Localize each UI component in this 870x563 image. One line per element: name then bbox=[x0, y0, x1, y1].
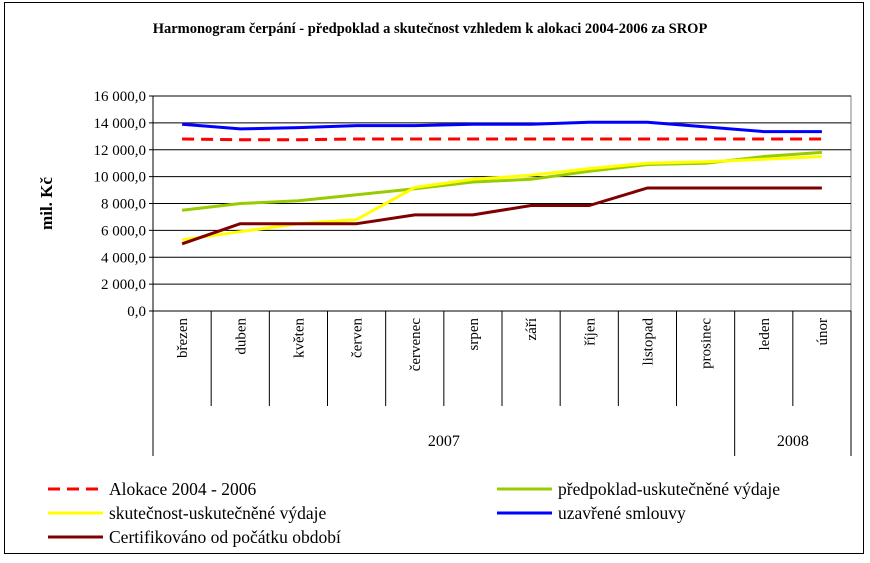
x-category-label: listopad bbox=[640, 318, 657, 366]
x-category-label: leden bbox=[756, 318, 773, 351]
y-tick-label: 12 000,0 bbox=[93, 142, 146, 159]
x-category-label: září bbox=[524, 318, 541, 341]
x-category-label: únor bbox=[814, 318, 831, 346]
y-tick-label: 10 000,0 bbox=[93, 169, 146, 186]
legend-label: Alokace 2004 - 2006 bbox=[109, 479, 257, 499]
x-category-label: červen bbox=[349, 318, 366, 358]
y-tick-label: 4 000,0 bbox=[101, 250, 146, 267]
legend-label: Certifikováno od počátku období bbox=[109, 527, 341, 547]
y-tick-label: 16 000,0 bbox=[93, 89, 146, 105]
y-tick-label: 6 000,0 bbox=[101, 223, 146, 240]
chart-title: Harmonogram čerpání - předpoklad a skutečnost vzhledem k alokaci 2004-2006 za SROP bbox=[152, 21, 708, 37]
y-axis-title: mil. Kč bbox=[37, 177, 56, 230]
x-category-label: prosinec bbox=[698, 318, 715, 369]
legend-label: skutečnost-uskutečněné výdaje bbox=[109, 503, 327, 523]
legend-label: uzavřené smlouvy bbox=[558, 503, 686, 523]
y-tick-label: 14 000,0 bbox=[93, 115, 146, 132]
x-category-label: říjen bbox=[582, 318, 599, 346]
year-label: 2008 bbox=[776, 433, 809, 450]
y-tick-label: 8 000,0 bbox=[101, 196, 146, 213]
x-category-label: květen bbox=[291, 318, 308, 358]
x-category-label: duben bbox=[233, 318, 250, 355]
x-category-label: březen bbox=[175, 318, 192, 358]
x-category-label: červenec bbox=[407, 318, 424, 372]
y-tick-label: 0,0 bbox=[127, 304, 146, 320]
legend-label: předpoklad-uskutečněné výdaje bbox=[558, 479, 781, 499]
x-category-label: srpen bbox=[465, 318, 482, 351]
year-label: 2007 bbox=[427, 433, 460, 450]
y-tick-label: 2 000,0 bbox=[101, 277, 146, 294]
